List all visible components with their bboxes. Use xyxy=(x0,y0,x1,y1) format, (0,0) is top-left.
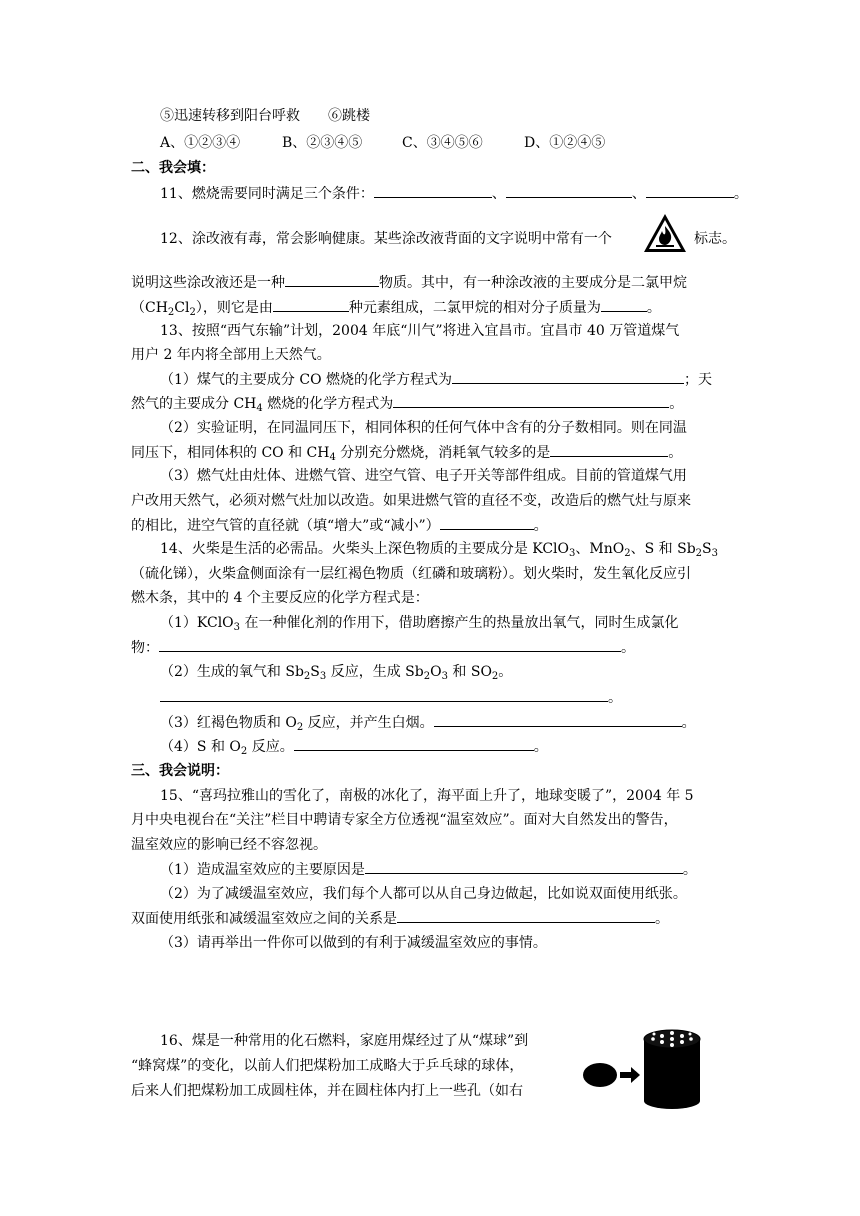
q12-text: 。 xyxy=(646,300,661,316)
q14-text: 、MnO xyxy=(575,541,625,557)
q14-text: 物： xyxy=(131,640,159,656)
q15-text: 双面使用纸张和减缓温室效应之间的关系是 xyxy=(131,911,397,927)
q14-text: 反应，生成 Sb xyxy=(326,664,424,680)
honeycomb-briquette-icon xyxy=(644,1030,700,1109)
q15-line1: 15、“喜玛拉雅山的雪化了，南极的冰化了，海平面上升了，地球变暖了”，2004 年 5 xyxy=(160,788,694,804)
q16-line2: “蜂窝煤”的变化，以前人们把煤粉加工成略大于乒乓球的球体， xyxy=(131,1058,524,1074)
q14-blank-1[interactable] xyxy=(159,637,621,652)
q12-sign-label: 标志。 xyxy=(694,231,736,247)
q15-text: 。 xyxy=(682,862,697,878)
q13-p1-cont xyxy=(131,393,683,414)
subscript: 2 xyxy=(296,722,304,733)
q14-line3: 燃木条，其中的 4 个主要反应的化学方程式是： xyxy=(131,590,429,606)
subscript: 2 xyxy=(303,671,311,682)
q14-text: 。 xyxy=(533,739,548,755)
q14-p4 xyxy=(160,736,548,757)
q14-text: S xyxy=(310,664,320,680)
q10-options-continued: ⑤迅速转移到阳台呼救 ⑥跳楼 xyxy=(160,108,370,124)
subscript: 3 xyxy=(233,622,241,633)
q14-text: （1）KClO xyxy=(160,615,234,631)
subscript: 3 xyxy=(319,671,327,682)
q16-line1: 16、煤是一种常用的化石燃料，家庭用煤经过了从“煤球”到 xyxy=(160,1033,529,1049)
q13-p1 xyxy=(160,369,712,390)
choice-d[interactable]: D、①②④⑤ xyxy=(524,135,606,151)
q13-text: ；天 xyxy=(684,372,712,388)
subscript: 2 xyxy=(423,671,431,682)
subscript: 3 xyxy=(711,548,718,559)
q12-text: ），则它是由 xyxy=(195,300,273,316)
q13-text: 分别充分燃烧，消耗氧气较多的是 xyxy=(335,445,551,461)
q14-blank-3[interactable] xyxy=(434,712,682,727)
q15-line2: 月中央电视台在“关注”栏目中聘请专家全方位透视“温室效应”。面对大自然发出的警告， xyxy=(131,812,678,828)
q14-text: 14、火柴是生活的必需品。火柴头上深色物质的主要成分是 KClO xyxy=(160,541,570,557)
subscript: 2 xyxy=(240,746,248,757)
q12-text: 说明这些涂改液还是一种 xyxy=(131,275,285,291)
q13-p2-cont xyxy=(131,442,682,463)
q15-line3: 温室效应的影响已经不容忽视。 xyxy=(131,837,327,853)
subscript: 2 xyxy=(491,671,499,682)
q14-p3 xyxy=(160,712,696,733)
q14-blank-4[interactable] xyxy=(294,736,534,751)
q14-text: 在一种催化剂的作用下，借助磨擦产生的热量放出氧气，同时生成氯化 xyxy=(240,615,679,631)
q14-text: 。 xyxy=(681,715,696,731)
q11-sep: 、 xyxy=(491,186,506,202)
q15-p2-cont xyxy=(131,908,669,929)
q12-text: 物质。其中，有一种涂改液的主要成分是二氯甲烷 xyxy=(379,275,687,291)
q14-text: 反应，并产生白烟。 xyxy=(303,715,434,731)
q13-p2: （2）实验证明，在同温同压下，相同体积的任何气体中含有的分子数相同。则在同温 xyxy=(160,420,687,436)
q11-sep: 、 xyxy=(631,186,646,202)
q13-blank-ch4-equation[interactable] xyxy=(393,393,669,408)
arrow-right-icon xyxy=(620,1067,640,1083)
q14-text: S xyxy=(702,541,712,557)
q14-blank-2[interactable] xyxy=(160,687,608,702)
q13-p3-cont: 户改用天然气，必须对燃气灶加以改造。如果进燃气管的直径不变，改造后的燃气灶与原来 xyxy=(131,493,691,509)
q14-text: 。 xyxy=(621,640,635,656)
q15-p2: （2）为了减缓温室效应，我们每个人都可以从自己身边做起，比如说双面使用纸张。 xyxy=(160,886,687,902)
q13-text: 同压下，相同体积的 CO 和 CH xyxy=(131,445,330,461)
q15-blank-1[interactable] xyxy=(365,859,683,874)
q12-blank-mass[interactable] xyxy=(601,297,647,312)
subscript: 2 xyxy=(167,307,175,318)
q13-text: （1）煤气的主要成分 CO 燃烧的化学方程式为 xyxy=(160,372,452,388)
q14-text: （3）红褐色物质和 O xyxy=(160,715,297,731)
q12-blank-elements[interactable] xyxy=(273,297,349,312)
q11 xyxy=(160,183,748,204)
q15-p3: （3）请再举出一件你可以做到的有利于减缓温室效应的事情。 xyxy=(160,935,547,951)
q14-text: 和 SO xyxy=(447,664,492,680)
section-explain-heading: 三、我会说明： xyxy=(131,763,229,779)
q13-text: 。 xyxy=(533,518,548,534)
q14-text: （4）S 和 O xyxy=(160,739,241,755)
q11-blank-3[interactable] xyxy=(646,183,734,198)
q13-text: 。 xyxy=(668,445,683,461)
choice-c[interactable]: C、③④⑤⑥ xyxy=(402,135,483,151)
q13-p3-cont2 xyxy=(131,515,548,536)
q15-p1 xyxy=(160,859,697,880)
section-fill-heading: 二、我会填： xyxy=(131,160,215,176)
subscript: 2 xyxy=(189,307,196,318)
q14-text: 。 xyxy=(608,690,622,706)
q11-end: 。 xyxy=(733,186,748,202)
q11-text: 11、燃烧需要同时满足三个条件： xyxy=(160,186,374,202)
coal-ball-icon xyxy=(583,1063,617,1087)
q12-text: Cl xyxy=(174,300,190,316)
q12-text: 种元素组成，二氯甲烷的相对分子质量为 xyxy=(348,300,601,316)
q12-line2 xyxy=(131,272,687,293)
q14-text: 、S 和 Sb xyxy=(630,541,696,557)
q14-p2 xyxy=(160,662,512,682)
q13-text: 。 xyxy=(669,396,684,412)
subscript: 4 xyxy=(329,452,336,463)
choice-a[interactable]: A、①②③④ xyxy=(160,135,241,151)
choice-b[interactable]: B、②③④⑤ xyxy=(282,135,363,151)
coal-ball-to-honeycomb-briquette-figure xyxy=(580,1025,720,1115)
q13-text: 燃烧的化学方程式为 xyxy=(262,396,394,412)
q14-line1 xyxy=(160,539,718,559)
q14-text: 反应。 xyxy=(247,739,294,755)
q15-blank-2[interactable] xyxy=(397,908,655,923)
q12-text: （CH xyxy=(131,300,168,316)
subscript: 2 xyxy=(624,548,631,559)
q14-p1 xyxy=(160,613,679,633)
q11-blank-1[interactable] xyxy=(374,183,492,198)
q14-p2-answer xyxy=(160,687,622,708)
q12-line3 xyxy=(131,297,661,318)
q14-text: 。 xyxy=(498,664,513,680)
flammable-warning-icon xyxy=(642,212,688,254)
q13-text: 的相比，进空气管的直径就（填“增大”或“减小”） xyxy=(131,518,440,534)
subscript: 3 xyxy=(441,671,448,682)
q15-text: 。 xyxy=(655,911,669,927)
q12-line1 xyxy=(160,229,612,249)
q13-blank-diameter[interactable] xyxy=(440,515,534,530)
subscript: 3 xyxy=(569,548,576,559)
q14-p1-cont xyxy=(131,637,635,658)
q13-line2: 用户 2 年内将全部用上天然气。 xyxy=(131,347,331,363)
q13-blank-more-oxygen[interactable] xyxy=(550,442,668,457)
q12-blank-substance[interactable] xyxy=(285,272,379,287)
q11-blank-2[interactable] xyxy=(506,183,632,198)
q14-text: O xyxy=(430,664,442,680)
q16-line3: 后来人们把煤粉加工成圆柱体，并在圆柱体内打上一些孔（如右 xyxy=(131,1083,523,1099)
q14-line2: （硫化锑），火柴盒侧面涂有一层红褐色物质（红磷和玻璃粉）。划火柴时，发生氧化反应引 xyxy=(131,566,691,582)
q14-text: （2）生成的氧气和 Sb xyxy=(160,664,304,680)
q12-text: 12、涂改液有毒，常会影响健康。某些涂改液背面的文字说明中常有一个 xyxy=(160,231,612,247)
q13-p3: （3）燃气灶由灶体、进燃气管、进空气管、电子开关等部件组成。目前的管道煤气用 xyxy=(160,468,687,484)
q13-blank-co-equation[interactable] xyxy=(452,369,684,384)
q15-text: （1）造成温室效应的主要原因是 xyxy=(160,862,365,878)
subscript: 4 xyxy=(256,403,263,414)
subscript: 2 xyxy=(695,548,703,559)
q13-text: 然气的主要成分 CH xyxy=(131,396,257,412)
q13-line1: 13、按照“西气东输”计划，2004 年底“川气”将进入宜昌市。宜昌市 40 万管道煤气 xyxy=(160,323,680,339)
